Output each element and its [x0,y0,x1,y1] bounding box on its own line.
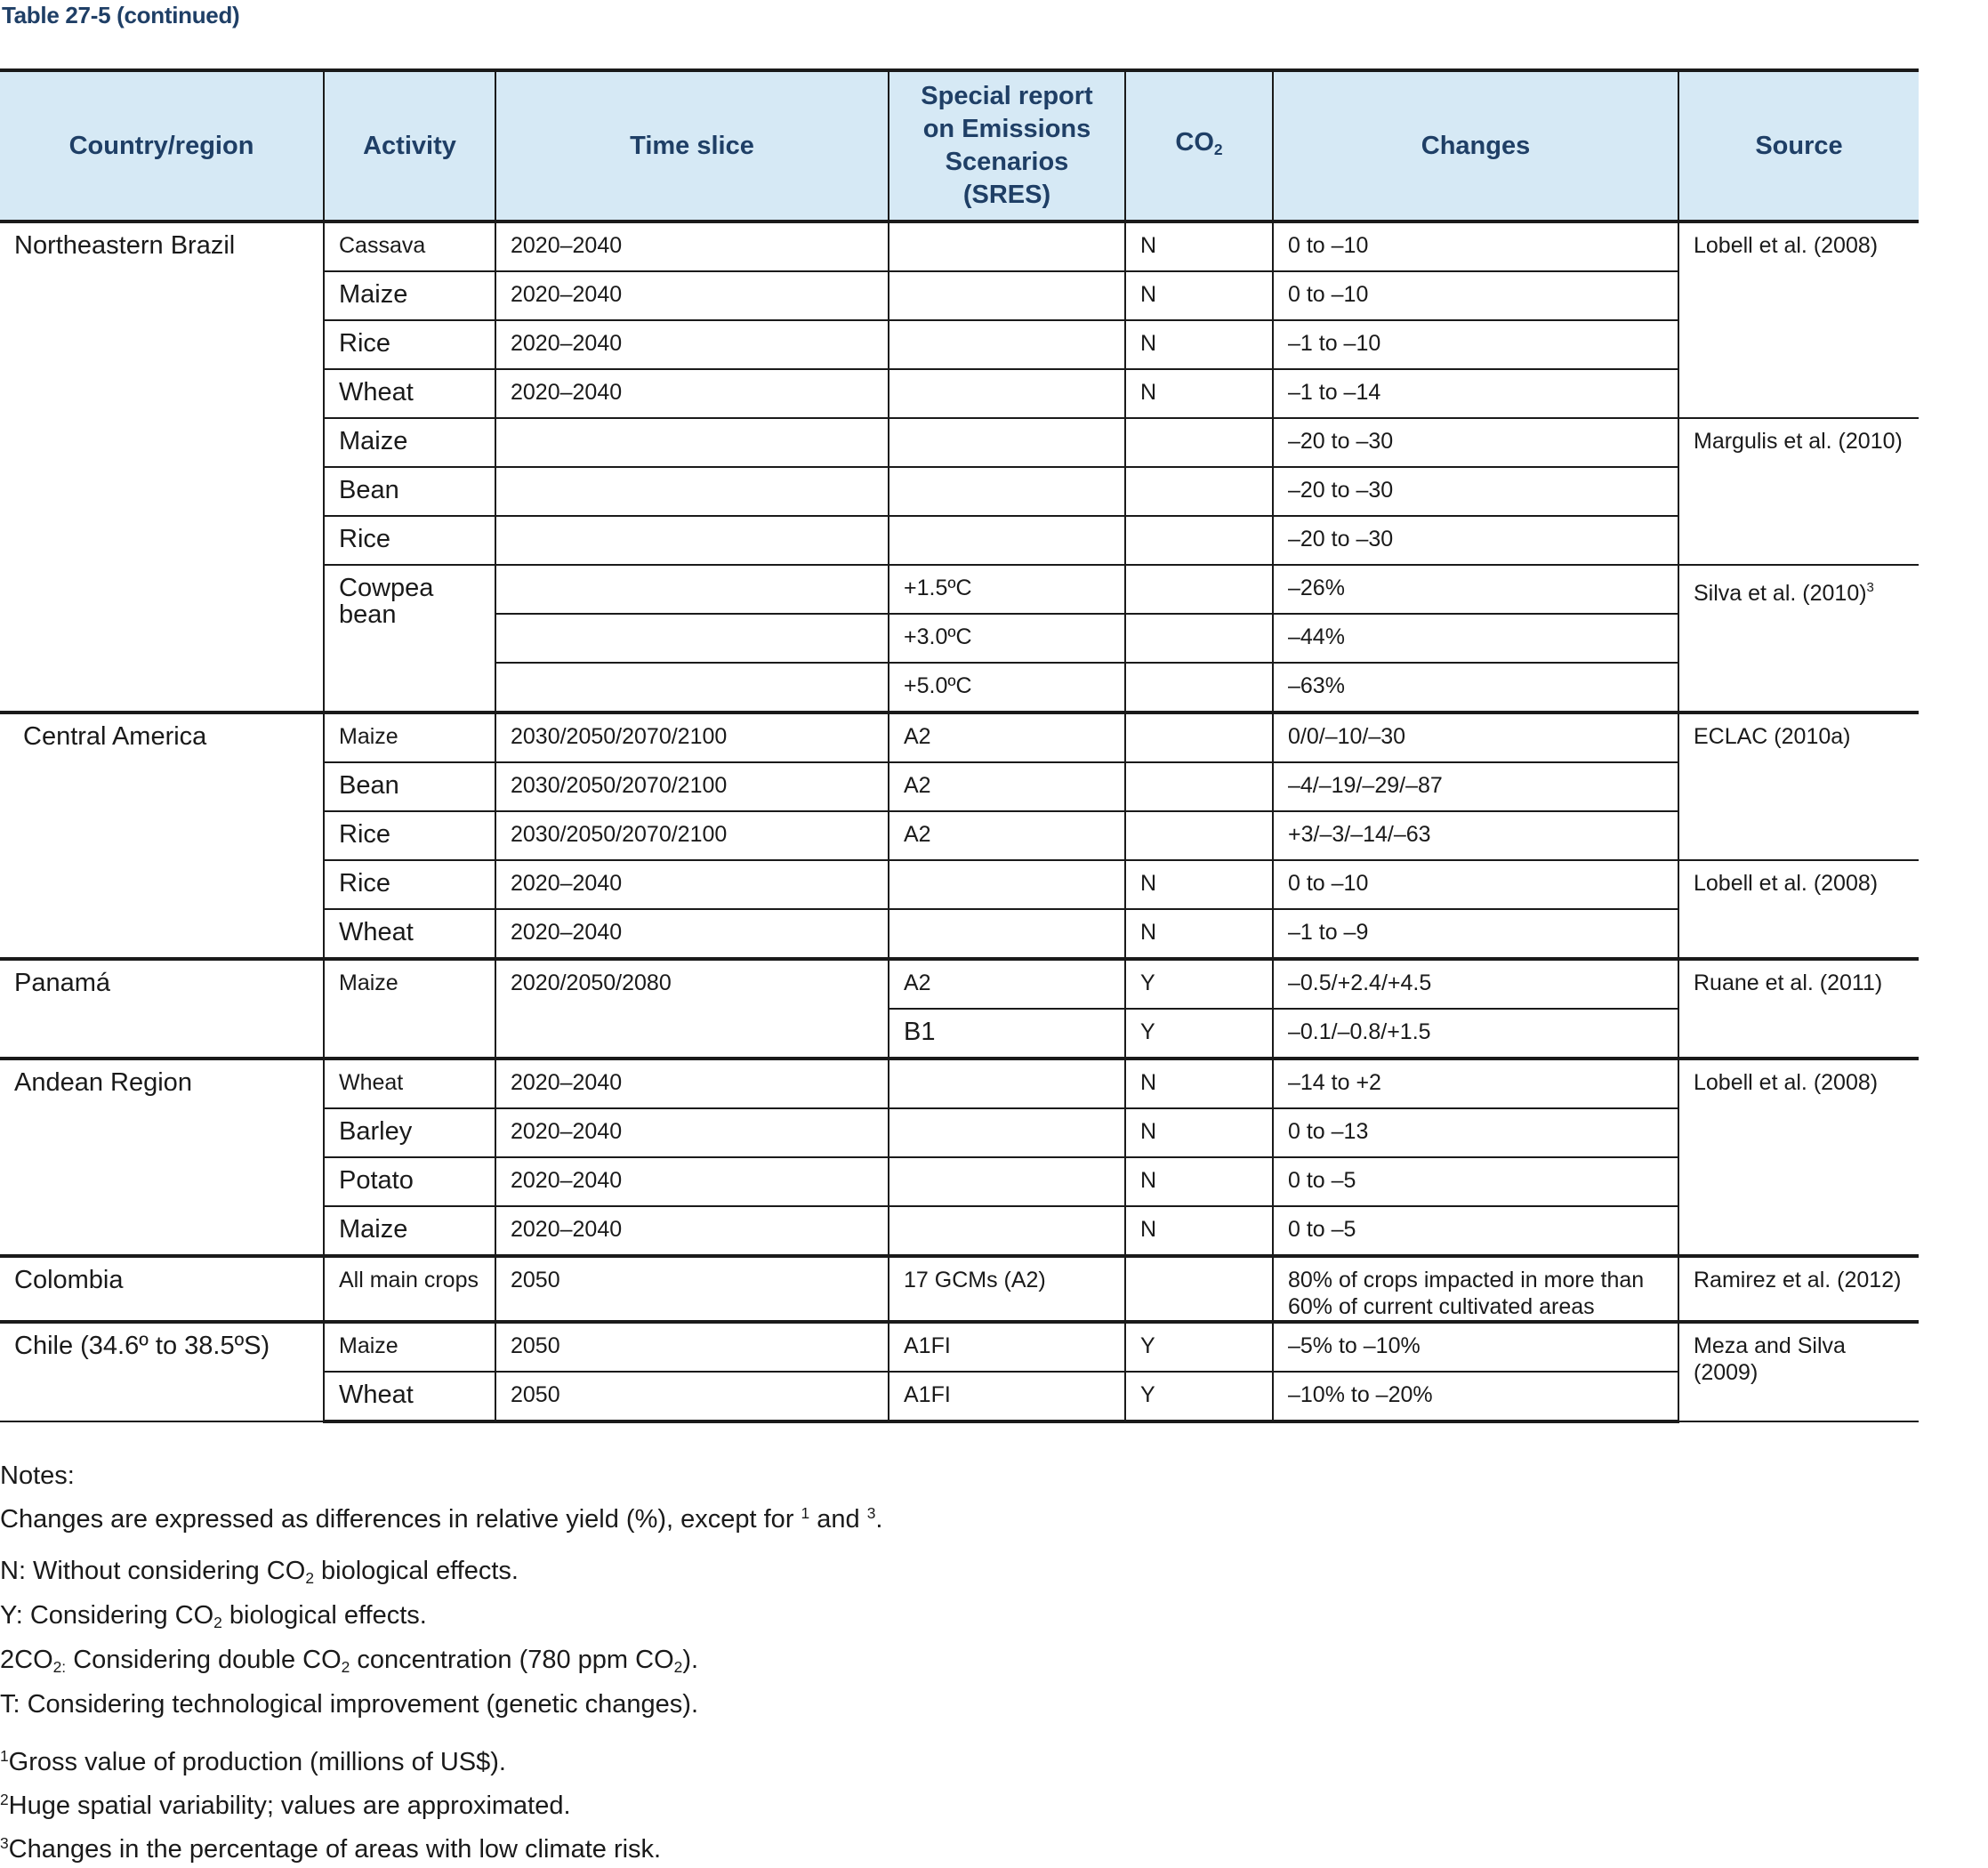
sres-cell [889,1059,1125,1108]
notes-line-n [0,1552,882,1597]
changes-cell: –1 to –9 [1273,909,1678,959]
sres-cell: A2 [889,713,1125,762]
notes-text: Considering double CO [66,1646,342,1674]
sres-cell: B1 [889,1009,1125,1059]
co2-cell [1125,467,1273,516]
changes-cell: 0 to –5 [1273,1157,1678,1206]
country-cell: Andean Region [0,1059,324,1256]
table-row [0,959,1919,1009]
activity-cell: Rice [324,860,495,909]
changes-cell: –63% [1273,663,1678,713]
co2-cell [1125,713,1273,762]
changes-cell: 0 to –10 [1273,271,1678,320]
time-cell [495,418,889,467]
sres-cell: A2 [889,959,1125,1009]
changes-cell: –20 to –30 [1273,418,1678,467]
changes-cell: –14 to +2 [1273,1059,1678,1108]
sres-cell [889,320,1125,369]
changes-cell: –0.1/–0.8/+1.5 [1273,1009,1678,1059]
co2-cell: N [1125,1108,1273,1157]
activity-cell: Rice [324,516,495,565]
sres-cell: A1FI [889,1322,1125,1372]
co2-cell: Y [1125,1372,1273,1421]
footnote-2 [0,1781,882,1824]
co2-cell: N [1125,320,1273,369]
notes-line-changes [0,1494,882,1538]
changes-cell: 0 to –13 [1273,1108,1678,1157]
footnote-mark: 3 [866,1504,876,1522]
sres-cell: +3.0ºC [889,614,1125,663]
co2-cell [1125,1256,1273,1322]
source-cell: Ramirez et al. (2012) [1678,1256,1919,1322]
time-cell: 2020–2040 [495,1059,889,1108]
table-row [0,1059,1919,1108]
footnote-3 [0,1824,882,1868]
subscript: 2 [305,1569,314,1587]
header-co2-base: CO [1175,127,1214,157]
co2-cell: N [1125,909,1273,959]
activity-cell: Maize [324,1322,495,1372]
co2-cell: N [1125,221,1273,271]
time-cell: 2030/2050/2070/2100 [495,762,889,811]
header-co2-sub: 2 [1213,140,1223,158]
header-co2 [1125,70,1273,221]
co2-cell: N [1125,1206,1273,1256]
sres-cell [889,271,1125,320]
header-activity: Activity [324,70,495,221]
time-cell: 2020–2040 [495,860,889,909]
time-cell [495,614,889,663]
footnote-mark: 1 [801,1504,810,1522]
co2-cell: Y [1125,1322,1273,1372]
footnote-mark: 2 [0,1791,9,1808]
header-sres-line3: Scenarios [945,148,1069,176]
sres-cell [889,516,1125,565]
time-cell: 2050 [495,1372,889,1421]
time-cell: 2020–2040 [495,369,889,418]
subscript: 2 [213,1614,222,1631]
subscript: 2: [52,1658,67,1676]
source-footnote-mark: 3 [1866,580,1874,595]
time-cell: 2050 [495,1322,889,1372]
changes-cell: 0 to –5 [1273,1206,1678,1256]
sres-cell [889,1206,1125,1256]
country-cell: Chile (34.6º to 38.5ºS) [0,1322,324,1421]
time-cell: 2020–2040 [495,271,889,320]
changes-cell: 0/0/–10/–30 [1273,713,1678,762]
co2-cell: Y [1125,959,1273,1009]
time-cell [495,565,889,614]
changes-cell: –5% to –10% [1273,1322,1678,1372]
header-changes: Changes [1273,70,1678,221]
activity-cell: Maize [324,271,495,320]
table-caption: Table 27-5 (continued) [2,2,240,28]
time-cell: 2030/2050/2070/2100 [495,811,889,860]
changes-cell: –20 to –30 [1273,516,1678,565]
table-row [0,1322,1919,1372]
activity-cell: Wheat [324,909,495,959]
time-cell [495,663,889,713]
time-cell: 2020–2040 [495,1108,889,1157]
activity-cell: Maize [324,713,495,762]
activity-cell: All main crops [324,1256,495,1322]
changes-cell: 0 to –10 [1273,221,1678,271]
source-cell: Lobell et al. (2008) [1678,1059,1919,1256]
sres-cell: A1FI [889,1372,1125,1421]
co2-cell [1125,565,1273,614]
co2-cell: N [1125,1157,1273,1206]
notes-text: biological effects. [221,1601,427,1630]
notes-text: and [809,1505,867,1534]
sres-cell [889,1108,1125,1157]
time-cell: 2030/2050/2070/2100 [495,713,889,762]
changes-cell: –26% [1273,565,1678,614]
changes-cell: +3/–3/–14/–63 [1273,811,1678,860]
country-cell: Panamá [0,959,324,1059]
footnote-text: Changes in the percentage of areas with low climate risk. [8,1835,662,1864]
source-cell: Margulis et al. (2010) [1678,418,1919,565]
header-sres-line4: (SRES) [962,181,1051,209]
table-row [0,221,1919,271]
activity-cell: Wheat [324,1059,495,1108]
yield-change-table [0,68,1919,1423]
co2-cell [1125,811,1273,860]
time-cell: 2050 [495,1256,889,1322]
subscript: 2 [673,1658,683,1676]
co2-cell [1125,663,1273,713]
sres-cell: A2 [889,811,1125,860]
header-sres-line2: on Emissions [922,115,1091,143]
activity-cell: Maize [324,1206,495,1256]
sres-cell: +5.0ºC [889,663,1125,713]
notes-text: Changes are expressed as differences in relative yield (%), except for [0,1505,801,1534]
header-source: Source [1678,70,1919,221]
footnote-mark: 1 [0,1747,9,1765]
time-cell: 2020–2040 [495,909,889,959]
time-cell [495,467,889,516]
changes-cell: –44% [1273,614,1678,663]
activity-cell: Cowpea bean [324,565,495,713]
changes-cell: –4/–19/–29/–87 [1273,762,1678,811]
notes-line-t: T: Considering technological improvement (genetic changes). [0,1690,699,1719]
subscript: 2 [341,1658,350,1676]
sres-cell: 17 GCMs (A2) [889,1256,1125,1322]
sres-cell [889,467,1125,516]
notes-title: Notes: [0,1461,75,1490]
country-cell: Northeastern Brazil [0,221,324,713]
sres-cell [889,909,1125,959]
activity-cell: Cassava [324,221,495,271]
sres-cell [889,369,1125,418]
footnote-text: Gross value of production (millions of US$). [8,1748,506,1776]
changes-cell: 0 to –10 [1273,860,1678,909]
time-cell [495,516,889,565]
notes-text: Y: Considering CO [0,1601,214,1630]
changes-cell: –1 to –14 [1273,369,1678,418]
sres-cell [889,860,1125,909]
footnote-mark: 3 [0,1834,9,1852]
changes-line1: 80% of crops impacted in more than [1288,1268,1645,1292]
activity-cell: Barley [324,1108,495,1157]
source-cell: Lobell et al. (2008) [1678,860,1919,959]
co2-cell [1125,516,1273,565]
table-notes [0,1457,882,1868]
notes-text: ). [682,1646,699,1674]
header-sres [889,70,1125,221]
time-cell: 2020–2040 [495,320,889,369]
activity-cell: Maize [324,418,495,467]
changes-cell [1273,1256,1678,1322]
sres-cell [889,1157,1125,1206]
footnote-1 [0,1737,882,1781]
co2-cell: N [1125,271,1273,320]
changes-cell: –20 to –30 [1273,467,1678,516]
changes-cell: –1 to –10 [1273,320,1678,369]
co2-cell: Y [1125,1009,1273,1059]
header-country: Country/region [0,70,324,221]
source-cell: Meza and Silva (2009) [1678,1322,1919,1421]
country-cell: Colombia [0,1256,324,1322]
activity-cell: Maize [324,959,495,1059]
activity-cell: Wheat [324,1372,495,1421]
activity-cell: Wheat [324,369,495,418]
activity-cell: Rice [324,811,495,860]
co2-cell [1125,762,1273,811]
notes-text: 2CO [0,1646,53,1674]
notes-line-y [0,1597,882,1641]
source-text: Silva et al. (2010) [1694,581,1867,606]
source-cell [1678,565,1919,713]
notes-line-2co2 [0,1641,882,1686]
sres-cell: +1.5ºC [889,565,1125,614]
source-cell: ECLAC (2010a) [1678,713,1919,860]
footnote-text: Huge spatial variability; values are approximated. [8,1792,571,1820]
activity-cell: Bean [324,467,495,516]
co2-cell [1125,418,1273,467]
header-row [0,70,1919,221]
co2-cell: N [1125,1059,1273,1108]
sres-cell [889,221,1125,271]
notes-text: N: Without considering CO [0,1557,306,1585]
notes-text: . [875,1505,883,1534]
source-cell: Ruane et al. (2011) [1678,959,1919,1059]
changes-cell: –10% to –20% [1273,1372,1678,1421]
time-cell: 2020–2040 [495,221,889,271]
co2-cell: N [1125,369,1273,418]
activity-cell: Potato [324,1157,495,1206]
header-sres-line1: Special report [921,82,1093,110]
header-time-slice: Time slice [495,70,889,221]
time-cell: 2020–2040 [495,1157,889,1206]
time-cell: 2020/2050/2080 [495,959,889,1059]
activity-cell: Bean [324,762,495,811]
country-cell: Central America [0,713,324,959]
sres-cell [889,418,1125,467]
notes-text: concentration (780 ppm CO [350,1646,674,1674]
co2-cell: N [1125,860,1273,909]
activity-cell: Rice [324,320,495,369]
table-row [0,713,1919,762]
sres-cell: A2 [889,762,1125,811]
co2-cell [1125,614,1273,663]
time-cell: 2020–2040 [495,1206,889,1256]
source-cell: Lobell et al. (2008) [1678,221,1919,418]
table-row [0,1256,1919,1322]
notes-text: biological effects. [313,1557,519,1585]
changes-cell: –0.5/+2.4/+4.5 [1273,959,1678,1009]
changes-line2: 60% of current cultivated areas [1288,1294,1595,1319]
